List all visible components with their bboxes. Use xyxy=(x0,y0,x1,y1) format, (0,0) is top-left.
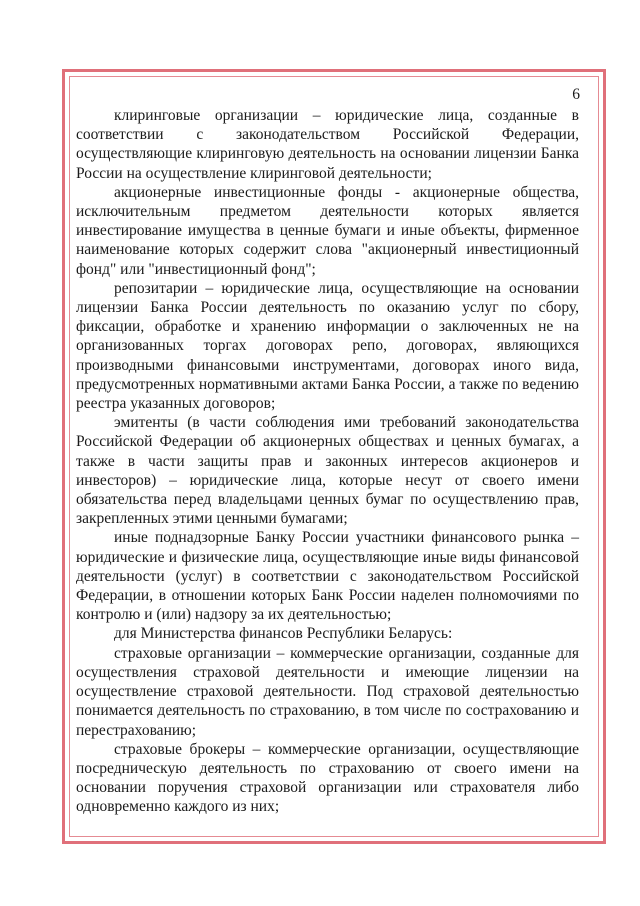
paragraph-clearing-organizations: клиринговые организации – юридические лица, созданные в соответствии с законодательством Российской Федерации, осуществляющие клиринговую деятельность на основании лицензии Банка России на осуществление клиринговой деятельности; xyxy=(76,107,579,182)
paragraph-other-supervised-participants: иные поднадзорные Банку России участники финансового рынка – юридические и физические лица, осуществляющие иные виды финансовой деятельности (услуг) в соответствии с законодательством Российской Федерации, в отношении которых Банк России наделен полномочиями по контролю и (или) надзору за их деятельностью; xyxy=(76,529,579,624)
paragraph-issuers: эмитенты (в части соблюдения ими требований законодательства Российской Федерации об акционерных обществах и ценных бумагах, а также в части защиты прав и законных интересов акционеров и инвесторов) – юридические лица, которые несут от своего имени обязательства перед владельцами ценных бумаг по осуществлению прав, закрепленных этими ценными бумагами; xyxy=(76,414,579,528)
paragraph-insurance-brokers: страховые брокеры – коммерческие организации, осуществляющие посредническую деятельность по страхованию от своего имени на основании поручения страховой организации или страхователя либо одновременно каждого из них; xyxy=(76,740,579,816)
document-body xyxy=(76,106,579,817)
paragraph-insurance-organizations: страховые организации – коммерческие организации, созданные для осуществления страховой деятельности и имеющие лицензии на осуществление страховой деятельности. Под страховой деятельностью понимается деятельность по страхованию, в том числе по сострахованию и перестрахованию; xyxy=(76,644,579,739)
paragraph-ministry-of-finance-belarus: для Министерства финансов Республики Беларусь: xyxy=(114,625,453,643)
paragraph-repositories: репозитарии – юридические лица, осуществляющие на основании лицензии Банка России деятельность по оказанию услуг по сбору, фиксации, обработке и хранению информации о заключенных не на организованных торгах договорах репо, договорах, являющихся производными финансовыми инструментами, договорах иного вида, предусмотренных нормативными актами Банка России, а также по ведению реестра указанных договоров; xyxy=(76,279,579,413)
paragraph-joint-stock-investment-funds: акционерные инвестиционные фонды - акционерные общества, исключительным предметом деятельности которых является инвестирование имущества в ценные бумаги и иные объекты, фирменное наименование которых содержит слова "акционерный инвестиционный фонд" или "инвестиционный фонд"; xyxy=(76,183,579,278)
page-number: 6 xyxy=(572,86,580,103)
